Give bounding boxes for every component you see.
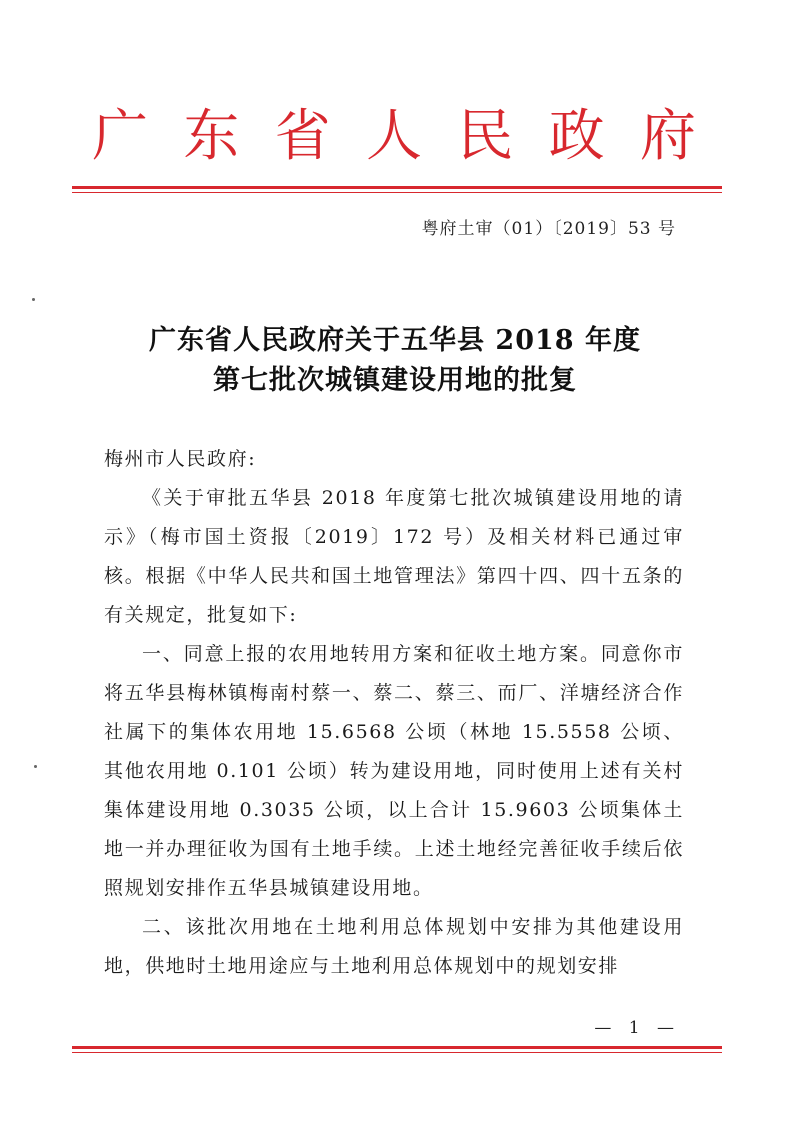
masthead-char: 民	[457, 104, 514, 169]
body-paragraph: 一、同意上报的农用地转用方案和征收土地方案。同意你市将五华县梅林镇梅南村蔡一、蔡二、蔡三、而厂、洋塘经济合作社属下的集体农用地 15.6568 公顷（林地 15.5558 公顷、其他农用地 0.101 公顷）转为建设用地，同时使用上述有关村集体建设用地 0.3035 公顷，以上合计 15.9603 公顷集体土地一并办理征收为国有土地手续。上述土地经完善征收手续后依照规划安排作五华县城镇建设用地。	[104, 643, 684, 899]
masthead-title	[92, 102, 696, 172]
salutation: 梅州市人民政府:	[104, 448, 257, 470]
scan-speck	[34, 765, 37, 768]
body-paragraph: 二、该批次用地在土地利用总体规划中安排为其他建设用地，供地时土地用途应与土地利用总体规划中的规划安排	[104, 916, 684, 977]
masthead-char: 广	[92, 104, 148, 169]
scan-speck	[32, 298, 35, 301]
footer-divider-thick	[72, 1046, 722, 1049]
document-title-line-1: 广东省人民政府关于五华县 2018 年度	[149, 325, 641, 356]
document-number: 粤府土审（01）〔2019〕53 号	[421, 219, 676, 239]
masthead-char: 府	[639, 104, 696, 169]
body-paragraph: 《关于审批五华县 2018 年度第七批次城镇建设用地的请示》（梅市国土资报〔2019〕172 号）及相关材料已通过审核。根据《中华人民共和国土地管理法》第四十四、四十五条的有关规定，批复如下:	[104, 487, 684, 626]
masthead-char: 政	[548, 104, 605, 169]
footer-divider-thin	[72, 1052, 722, 1053]
masthead-char: 人	[365, 104, 422, 169]
masthead-divider-thick	[72, 186, 722, 189]
masthead-char: 省	[274, 104, 331, 169]
masthead-divider-thin	[72, 192, 722, 193]
document-title-line-2: 第七批次城镇建设用地的批复	[213, 365, 577, 396]
page-number: — 1 —	[594, 1018, 680, 1038]
masthead-char: 东	[183, 104, 240, 169]
document-body	[104, 440, 684, 986]
